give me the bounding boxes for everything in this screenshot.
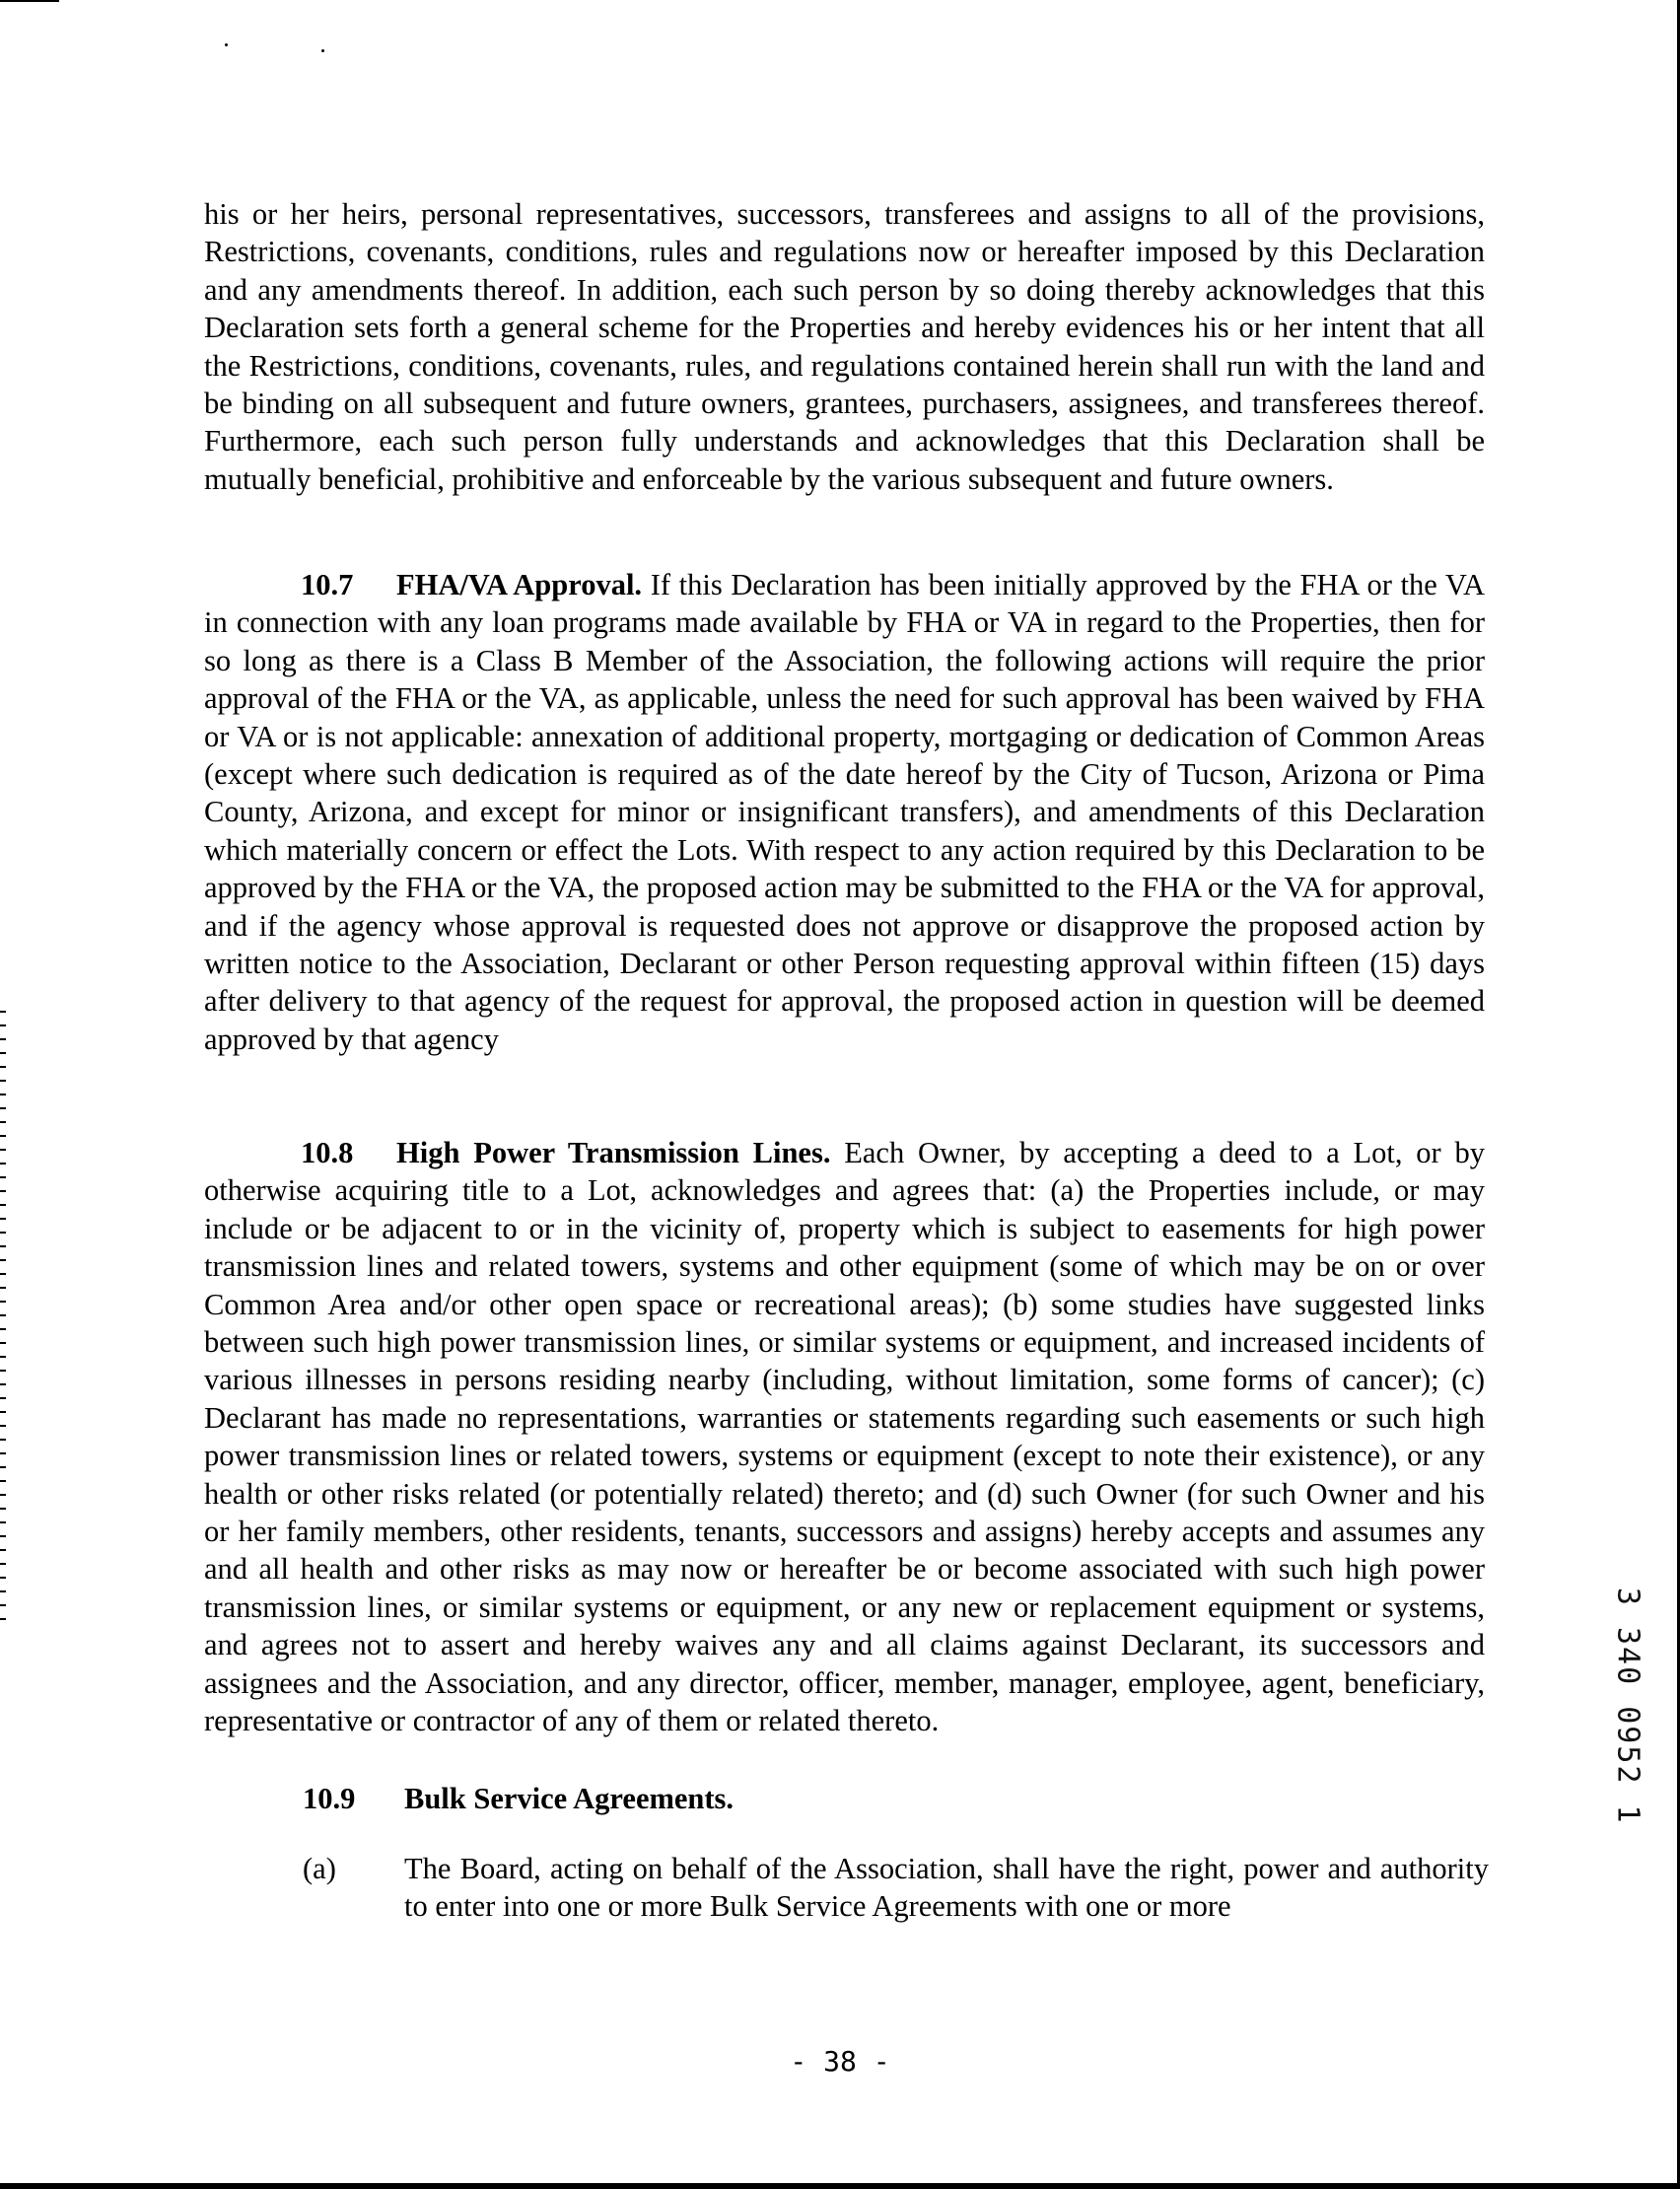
scan-specks	[217, 39, 335, 59]
section-10-8-number: 10.8	[301, 1136, 354, 1169]
section-10-8	[204, 1134, 1485, 1740]
section-10-7-number: 10.7	[301, 568, 354, 601]
scan-left-edge-ticks	[0, 1011, 6, 1632]
section-10-9-title: Bulk Service Agreements.	[404, 1782, 735, 1815]
list-item-a-label: (a)	[303, 1852, 336, 1885]
scan-edge-mark	[0, 0, 59, 2]
scan-bottom-edge	[0, 2183, 1680, 2189]
section-10-7-title: FHA/VA Approval.	[396, 568, 643, 601]
recording-stamp	[1597, 1587, 1656, 1825]
section-10-8-body: Each Owner, by accepting a deed to a Lot, or by otherwise acquiring title to a Lot, acknowledges and agrees that: (a) the Properties include, or may include or be adjacent to or in the vicinity of, property which is subject to easements for high power transmission lines and related towers, systems and other equipment (some of which may be on or over Common Area and/or other open space or recreational areas); (b) some studies have suggested links between such high power transmission lines, or similar systems or equipment, and increased incidents of various illnesses in persons residing nearby (including, without limitation, some forms of cancer); (c) Declarant has made no representations, warranties or statements regarding such easements or such high power transmission lines or related towers, systems or equipment (except to note their existence), or any health or other risks related (or potentially related) thereto; and (d) such Owner (for such Owner and his or her family members, other residents, tenants, successors and assigns) hereby accepts and assumes any and all health and other risks as may now or hereafter be or become associated with such high power transmission lines, or similar systems or equipment, or any new or replacement equipment or systems, and agrees not to assert and hereby waives any and all claims against Declarant, its successors and assignees and the Association, and any director, officer, member, manager, employee, agent, beneficiary, representative or contractor of any of them or related thereto.	[204, 1136, 1485, 1738]
recording-stamp-text: 3 340 0952 1	[1610, 1587, 1645, 1825]
section-10-7	[204, 566, 1485, 1058]
section-10-7-body: If this Declaration has been initially approved by the FHA or the VA in connection with any loan programs made available by FHA or VA in regard to the Properties, then for so long as there is a Class B Member of the Association, the following actions will require the prior approval of the FHA or the VA, as applicable, unless the need for such approval has been waived by FHA or VA or is not applicable: annexation of additional property, mortgaging or dedication of Common Areas (except where such dedication is required as of the date hereof by the City of Tucson, Arizona or Pima County, Arizona, and except for minor or insignificant transfers), and amendments of this Declaration which materially concern or effect the Lots. With respect to any action required by this Declaration to be approved by the FHA or the VA, the proposed action may be submitted to the FHA or the VA for approval, and if the agency whose approval is requested does not approve or disapprove the proposed action by written notice to the Association, Declarant or other Person requesting approval within fifteen (15) days after delivery to that agency of the request for approval, the proposed action in question will be deemed approved by that agency	[204, 568, 1486, 1056]
continued-paragraph: his or her heirs, personal representatives, successors, transferees and assigns to all of the provisions, Restrictions, covenants, conditions, rules and regulations now or hereafter imposed by this Declaration and any amendments thereof. In addition, each such person by so doing thereby acknowledges that this Declaration sets forth a general scheme for the Properties and hereby evidences his or her intent that all the Restrictions, conditions, covenants, rules, and regulations contained herein shall run with the land and be binding on all subsequent and future owners, grantees, purchasers, assignees, and transferees thereof. Furthermore, each such person fully understands and acknowledges that this Declaration shall be mutually beneficial, prohibitive and enforceable by the various subsequent and future owners.	[204, 197, 1485, 496]
section-10-9-heading	[303, 1780, 734, 1817]
section-10-9-number: 10.9	[303, 1782, 356, 1815]
section-10-8-title: High Power Transmission Lines.	[396, 1136, 831, 1169]
page-number: - 38 -	[790, 2045, 890, 2078]
list-item-a-text: The Board, acting on behalf of the Association, shall have the right, power and authority to enter into one or more Bulk Service Agreements with one or more	[404, 1852, 1489, 1924]
